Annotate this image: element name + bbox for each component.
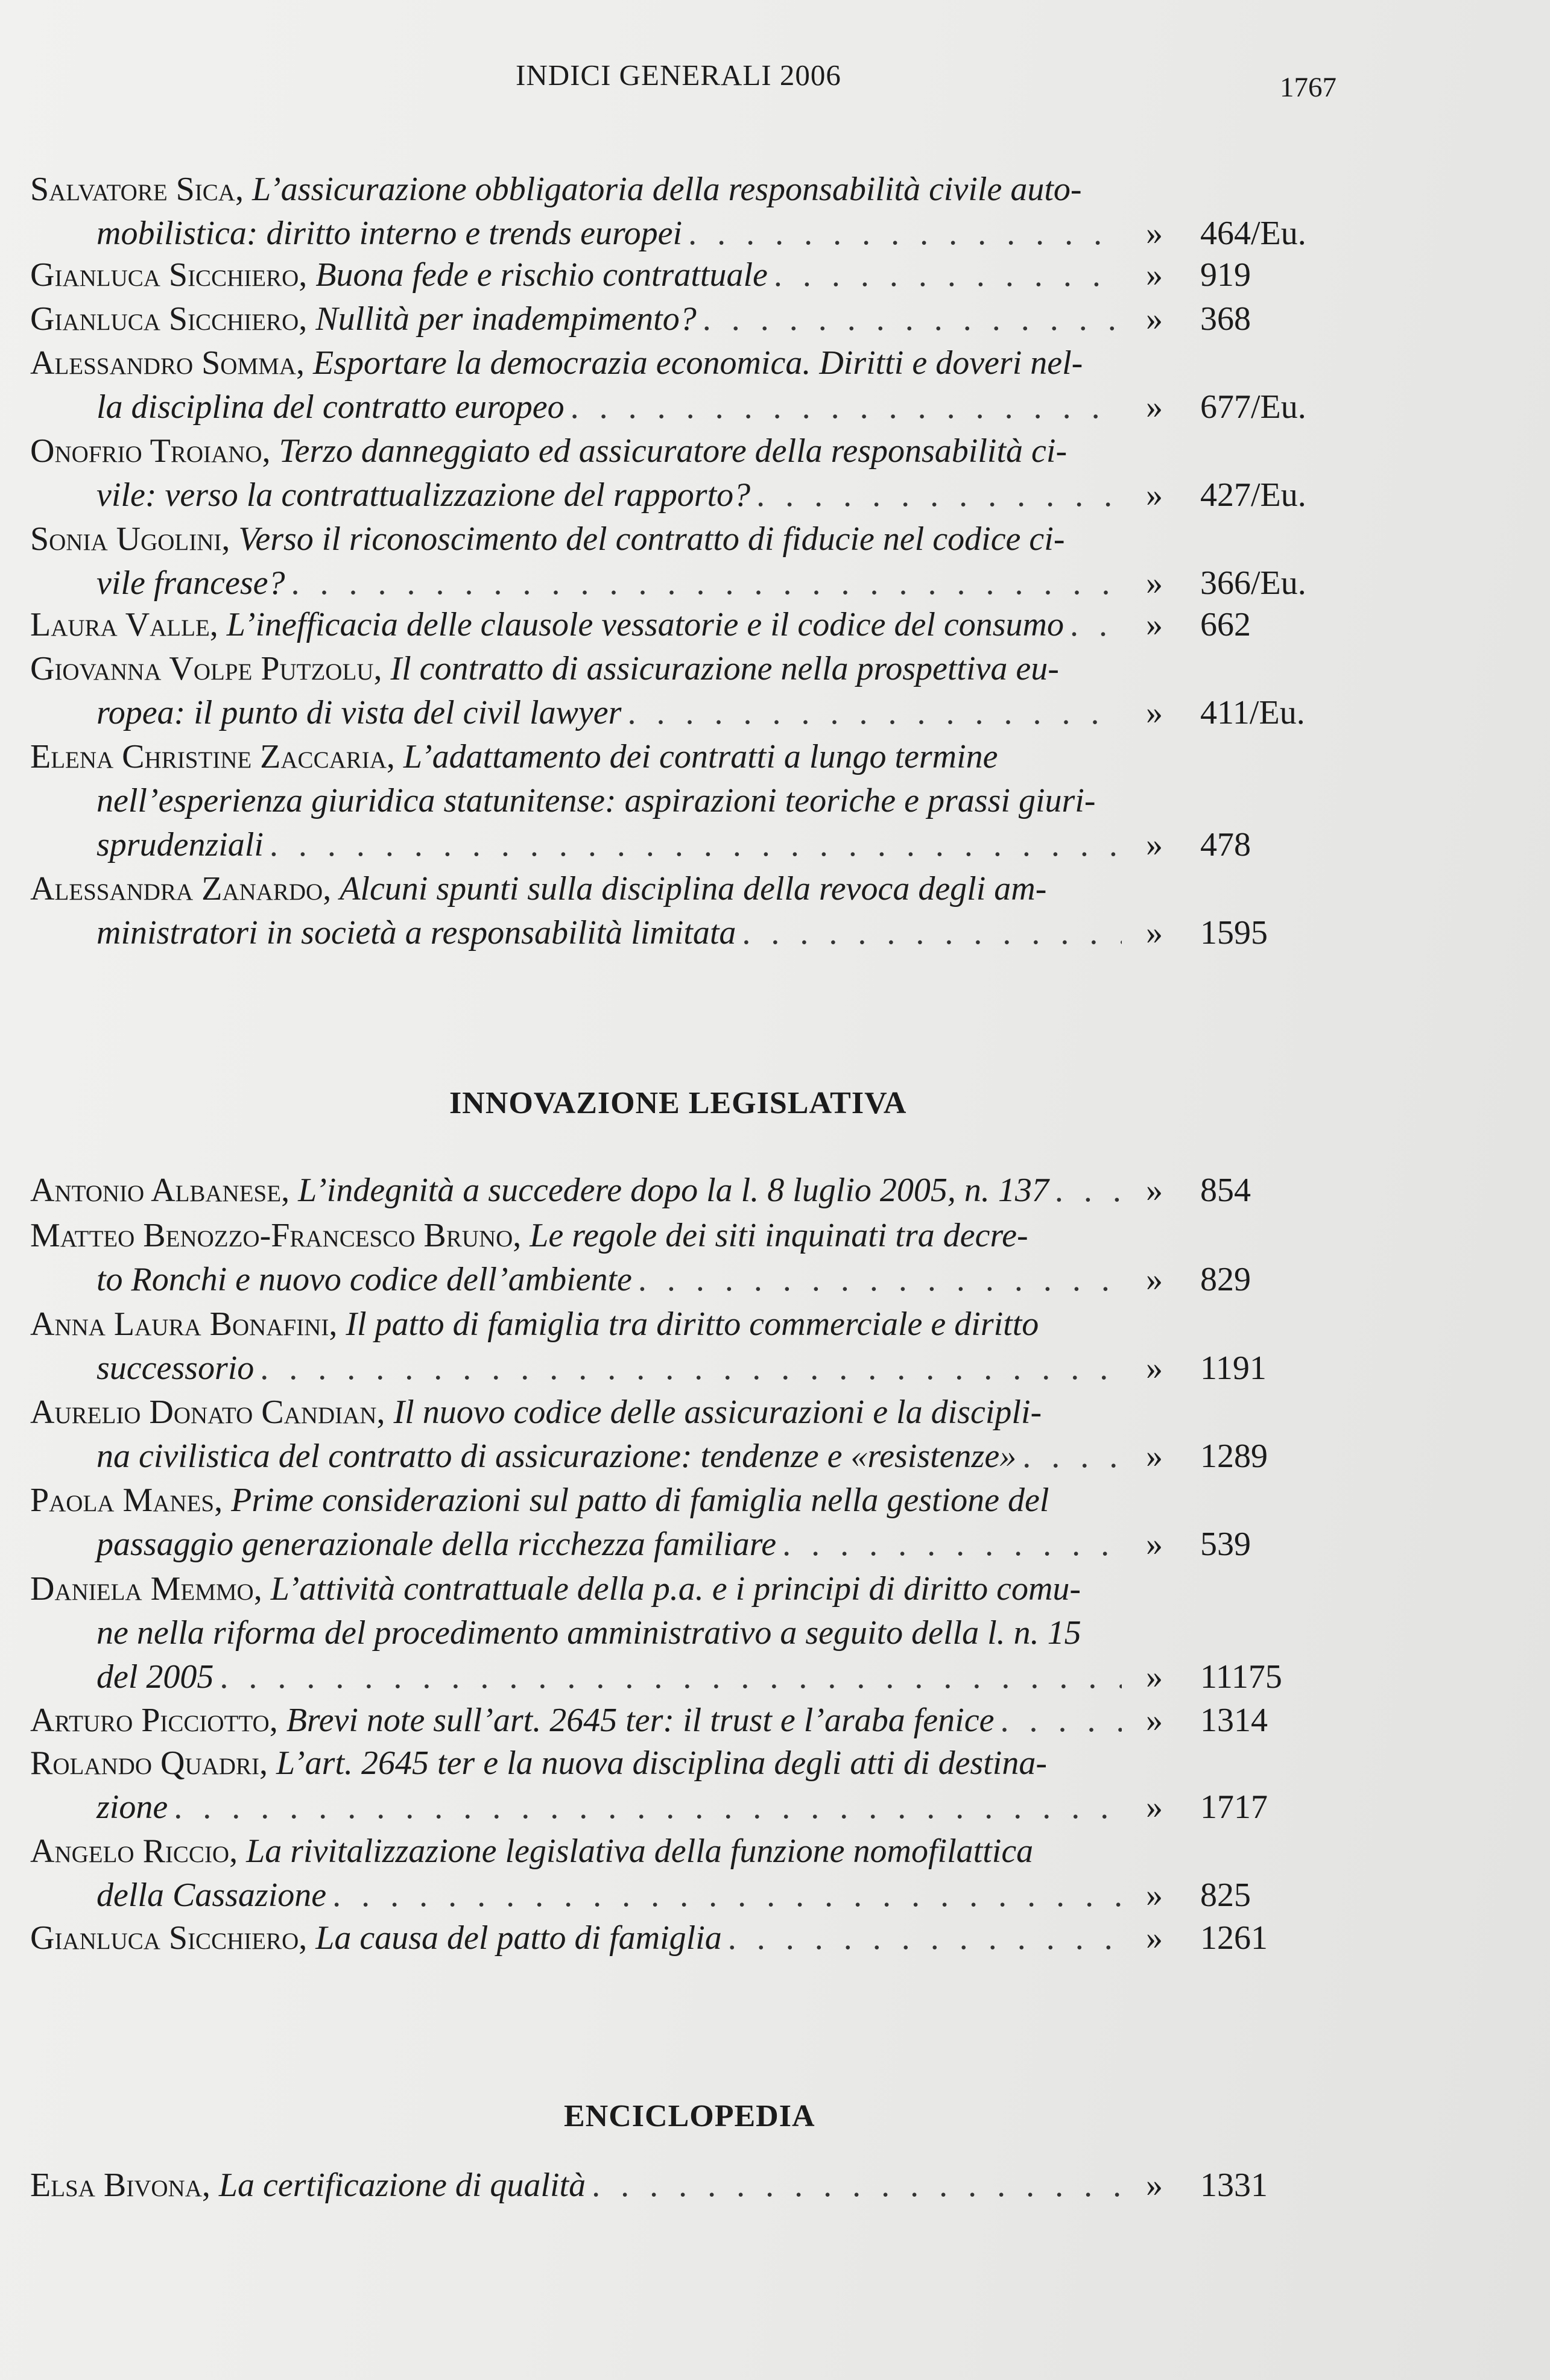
index-entry [30, 429, 1345, 517]
entry-line [30, 561, 1345, 605]
entry-line [30, 1346, 1345, 1390]
author-separator: , [299, 256, 316, 294]
dot-leader [1070, 603, 1122, 647]
entry-title: L’adattamento dei contratti a lungo termine [403, 738, 998, 775]
entry-author: Arturo Picciotto [30, 1702, 270, 1739]
author-separator: , [201, 2167, 219, 2204]
entry-title: L’assicurazione obbligatoria della responsabilità civile auto- [251, 171, 1082, 208]
dot-leader [774, 253, 1122, 297]
entry-page-number: 829 [1200, 1261, 1251, 1298]
entry-line [30, 385, 1345, 429]
entry-page-number: 1314 [1200, 1702, 1268, 1739]
author-separator: , [513, 1217, 530, 1254]
dot-leader [782, 1523, 1122, 1567]
entry-line [30, 603, 1345, 647]
author-separator: , [386, 738, 403, 775]
entry-title: Esportare la democrazia economica. Diritti e doveri nel- [312, 344, 1083, 382]
entry-line [30, 867, 1345, 911]
entry-text [96, 1258, 632, 1302]
entry-title: la disciplina del contratto europeo [96, 388, 565, 426]
entry-text [30, 735, 998, 779]
page-reference [1128, 473, 1345, 517]
entry-title: ministratori in società a responsabilità limitata [96, 914, 736, 952]
index-entry [30, 1390, 1345, 1479]
ref-marker: » [1146, 826, 1163, 863]
entry-title: Il nuovo codice delle assicurazioni e la discipli- [393, 1394, 1042, 1431]
entry-title: zione [96, 1788, 168, 1826]
entry-title: Le regole dei siti inquinati tra decre- [530, 1217, 1028, 1254]
dot-leader [728, 1916, 1122, 1960]
entry-line [30, 1302, 1345, 1346]
author-separator: , [323, 870, 340, 907]
entry-page-number: 677/Eu. [1200, 388, 1306, 426]
entry-text [30, 1302, 1039, 1346]
ref-marker: » [1146, 256, 1163, 294]
ref-marker: » [1146, 2167, 1163, 2204]
dot-leader [688, 212, 1122, 256]
entry-text [96, 473, 750, 517]
entry-page-number: 366/Eu. [1200, 564, 1306, 602]
page-reference [1128, 823, 1345, 867]
entry-text [96, 779, 1096, 823]
index-entry [30, 1479, 1345, 1567]
entry-page-number: 854 [1200, 1172, 1251, 1209]
entry-line [30, 1699, 1345, 1743]
index-entry [30, 1169, 1345, 1213]
entry-text [30, 1829, 1033, 1873]
entry-line [30, 647, 1345, 691]
entry-title: passaggio generazionale della ricchezza familiare [96, 1526, 777, 1563]
entry-line [30, 691, 1345, 735]
ref-marker: » [1146, 1349, 1163, 1387]
entry-title: della Cassazione [96, 1877, 327, 1914]
page-reference [1128, 1655, 1345, 1699]
entry-text [96, 561, 285, 605]
entry-author: Sonia Ugolini [30, 520, 222, 558]
dot-leader [703, 297, 1122, 341]
page-reference [1128, 911, 1345, 955]
entry-line [30, 1785, 1345, 1829]
entry-text [96, 823, 264, 867]
page-reference [1128, 1346, 1345, 1390]
entry-page-number: 1289 [1200, 1438, 1268, 1475]
entry-line [30, 253, 1345, 297]
entry-title: La certificazione di qualità [218, 2167, 586, 2204]
author-separator: , [262, 432, 279, 470]
index-entry [30, 647, 1345, 735]
page-reference [1128, 1435, 1345, 1479]
author-separator: , [373, 650, 391, 687]
entry-title: L’indegnità a succedere dopo la l. 8 luglio 2005, n. 137 [298, 1172, 1049, 1209]
entry-line [30, 911, 1345, 955]
entry-author: Alessandro Somma [30, 344, 296, 382]
entry-line [30, 823, 1345, 867]
entry-title: vile francese? [96, 564, 285, 602]
entry-author: Angelo Riccio [30, 1832, 230, 1870]
dot-leader [270, 823, 1122, 867]
entry-author: Gianluca Sicchiero [30, 256, 299, 294]
entry-author: Salvatore Sica [30, 171, 235, 208]
entry-author: Aurelio Donato Candian [30, 1394, 377, 1431]
author-separator: , [299, 300, 316, 338]
ref-marker: » [1146, 914, 1163, 952]
entry-line [30, 517, 1345, 561]
entry-author: Daniela Memmo [30, 1570, 254, 1608]
author-separator: , [269, 1702, 286, 1739]
entry-title: nell’esperienza giuridica statunitense: aspirazioni teoriche e prassi giuri- [96, 782, 1096, 819]
entry-line [30, 1873, 1345, 1918]
entry-author: Rolando Quadri [30, 1744, 259, 1782]
entry-page-number: 427/Eu. [1200, 476, 1306, 514]
page-reference [1128, 297, 1345, 341]
author-separator: , [235, 171, 252, 208]
page-reference [1128, 1169, 1345, 1213]
entry-text [96, 1346, 254, 1390]
entry-text [30, 1916, 722, 1960]
index-entry [30, 341, 1345, 429]
entry-title: ne nella riforma del procedimento amministrativo a seguito della l. n. 15 [96, 1614, 1081, 1652]
entry-page-number: 1261 [1200, 1919, 1268, 1957]
entry-text [96, 1655, 214, 1699]
index-entry [30, 1214, 1345, 1302]
entry-author: Elsa Bivona [30, 2167, 202, 2204]
entry-text [30, 1390, 1042, 1435]
section-heading-enciclopedia: ENCICLOPEDIA [564, 2099, 815, 2133]
entry-text [30, 1741, 1047, 1785]
ref-marker: » [1146, 1877, 1163, 1914]
dot-leader [742, 911, 1122, 955]
entry-author: Elena Christine Zaccaria [30, 738, 387, 775]
entry-author: Gianluca Sicchiero [30, 300, 299, 338]
entry-text [30, 1169, 1049, 1213]
ref-marker: » [1146, 694, 1163, 731]
ref-marker: » [1146, 1788, 1163, 1826]
index-entry [30, 297, 1345, 341]
entry-text [96, 691, 621, 735]
author-separator: , [296, 344, 313, 382]
entry-text [30, 168, 1082, 212]
entry-title: Prime considerazioni sul patto di famiglia nella gestione del [231, 1482, 1049, 1519]
author-separator: , [259, 1744, 276, 1782]
entry-text [30, 647, 1059, 691]
entry-line [30, 1523, 1345, 1567]
entry-page-number: 1331 [1200, 2167, 1268, 2204]
entry-title: La rivitalizzazione legislativa della funzione nomofilattica [246, 1832, 1034, 1870]
entry-text [96, 911, 736, 955]
index-entry [30, 1916, 1345, 1960]
author-separator: , [329, 1305, 346, 1343]
dot-leader [220, 1655, 1122, 1699]
entry-author: Paola Manes [30, 1482, 215, 1519]
entry-title: na civilistica del contratto di assicurazione: tendenze e «resistenze» [96, 1438, 1017, 1475]
index-entry [30, 2164, 1345, 2208]
entry-line [30, 1479, 1345, 1523]
entry-text [30, 1214, 1028, 1258]
entry-line [30, 1567, 1345, 1611]
entry-author: Giovanna Volpe Putzolu [30, 650, 374, 687]
page-number: 1767 [1280, 72, 1336, 103]
index-entry [30, 1302, 1345, 1390]
entry-title: successorio [96, 1349, 255, 1387]
entry-page-number: 662 [1200, 606, 1251, 643]
page-reference [1128, 253, 1345, 297]
entry-title: La causa del patto di famiglia [315, 1919, 722, 1957]
ref-marker: » [1146, 1438, 1163, 1475]
entry-author: Antonio Albanese [30, 1172, 282, 1209]
entry-line [30, 1214, 1345, 1258]
page-reference [1128, 1916, 1345, 1960]
entry-page-number: 11175 [1200, 1658, 1282, 1696]
entry-line [30, 341, 1345, 385]
index-entry [30, 735, 1345, 867]
section-heading-innovazione: INNOVAZIONE LEGISLATIVA [449, 1086, 907, 1120]
entry-title: vile: verso la contrattualizzazione del rapporto? [96, 476, 751, 514]
entry-text [30, 517, 1064, 561]
entry-author: Onofrio Troiano [30, 432, 262, 470]
page-reference [1128, 561, 1345, 605]
entry-line [30, 1258, 1345, 1302]
page-reference [1128, 1523, 1345, 1567]
entry-title: Buona fede e rischio contrattuale [315, 256, 768, 294]
author-separator: , [281, 1172, 299, 1209]
entry-text [30, 1479, 1049, 1523]
entry-title: to Ronchi e nuovo codice dell’ambiente [96, 1261, 632, 1298]
page-reference [1128, 691, 1345, 735]
entry-line [30, 1829, 1345, 1873]
ref-marker: » [1146, 215, 1163, 252]
entry-title: L’attività contrattuale della p.a. e i principi di diritto comu- [270, 1570, 1081, 1608]
entry-page-number: 411/Eu. [1200, 694, 1305, 731]
entry-title: Verso il riconoscimento del contratto di fiducie nel codice ci- [238, 520, 1065, 558]
entry-line [30, 1916, 1345, 1960]
entry-line [30, 1611, 1345, 1655]
entry-page-number: 1191 [1200, 1349, 1267, 1387]
entry-author: Gianluca Sicchiero [30, 1919, 299, 1957]
index-entry [30, 603, 1345, 647]
author-separator: , [209, 606, 227, 643]
entry-page-number: 539 [1200, 1526, 1251, 1563]
ref-marker: » [1146, 1526, 1163, 1563]
entry-text [30, 429, 1067, 473]
dot-leader [627, 691, 1122, 735]
entry-title: L’art. 2645 ter e la nuova disciplina degli atti di destina- [276, 1744, 1047, 1782]
dot-leader [1022, 1435, 1122, 1479]
entry-line [30, 297, 1345, 341]
author-separator: , [214, 1482, 232, 1519]
entry-line [30, 735, 1345, 779]
entry-page-number: 478 [1200, 826, 1251, 863]
index-entry [30, 253, 1345, 297]
entry-text [96, 1785, 168, 1829]
entry-title: ropea: il punto di vista del civil lawyer [96, 694, 622, 731]
entry-page-number: 1595 [1200, 914, 1268, 952]
index-entry [30, 1699, 1345, 1743]
entry-text [30, 1699, 994, 1743]
entry-page-number: 1717 [1200, 1788, 1268, 1826]
index-entry [30, 1567, 1345, 1699]
entry-title: Il contratto di assicurazione nella prospettiva eu- [390, 650, 1059, 687]
entry-text [30, 253, 768, 297]
entry-title: Terzo danneggiato ed assicuratore della responsabilità ci- [279, 432, 1068, 470]
page-reference [1128, 603, 1345, 647]
entry-title: Nullità per inadempimento? [315, 300, 697, 338]
entry-author: Matteo Benozzo-Francesco Bruno [30, 1217, 513, 1254]
entry-author: Anna Laura Bonafini [30, 1305, 329, 1343]
page-reference [1128, 1785, 1345, 1829]
ref-marker: » [1146, 1919, 1163, 1957]
entry-author: Alessandra Zanardo [30, 870, 323, 907]
ref-marker: » [1146, 388, 1163, 426]
entry-line [30, 1435, 1345, 1479]
entry-title: mobilistica: diritto interno e trends europei [96, 215, 683, 252]
entry-line [30, 779, 1345, 823]
entry-title: Brevi note sull’art. 2645 ter: il trust e l’araba fenice [286, 1702, 995, 1739]
dot-leader [174, 1785, 1122, 1829]
entry-author: Laura Valle [30, 606, 210, 643]
ref-marker: » [1146, 606, 1163, 643]
entry-line [30, 429, 1345, 473]
entry-line [30, 168, 1345, 212]
entry-text [30, 1567, 1081, 1611]
ref-marker: » [1146, 1172, 1163, 1209]
author-separator: , [221, 520, 239, 558]
entry-text [30, 297, 697, 341]
author-separator: , [299, 1919, 316, 1957]
entry-text [96, 1873, 326, 1918]
entry-text [96, 1435, 1016, 1479]
entry-text [96, 212, 682, 256]
index-entry [30, 168, 1345, 256]
page-reference [1128, 1699, 1345, 1743]
index-entry [30, 1829, 1345, 1918]
entry-text [30, 341, 1083, 385]
page-reference [1128, 2164, 1345, 2208]
entry-title: L’inefficacia delle clausole vessatorie e il codice del consumo [226, 606, 1064, 643]
entry-title: del 2005 [96, 1658, 214, 1696]
entry-text [30, 2164, 586, 2208]
entry-page-number: 464/Eu. [1200, 215, 1306, 252]
ref-marker: » [1146, 1261, 1163, 1298]
index-entry [30, 517, 1345, 605]
entry-page-number: 825 [1200, 1877, 1251, 1914]
entry-line [30, 1169, 1345, 1213]
dot-leader [260, 1346, 1122, 1390]
dot-leader [638, 1258, 1122, 1302]
entry-line [30, 2164, 1345, 2208]
entry-text [30, 867, 1046, 911]
ref-marker: » [1146, 1702, 1163, 1739]
entry-title: sprudenziali [96, 826, 264, 863]
page-reference [1128, 212, 1345, 256]
dot-leader [571, 385, 1122, 429]
index-entry [30, 867, 1345, 955]
dot-leader [291, 561, 1122, 605]
ref-marker: » [1146, 476, 1163, 514]
entry-text [96, 1611, 1081, 1655]
page-reference [1128, 385, 1345, 429]
page-reference [1128, 1258, 1345, 1302]
running-head: INDICI GENERALI 2006 [516, 58, 841, 92]
entry-line [30, 1655, 1345, 1699]
entry-line [30, 1741, 1345, 1785]
dot-leader [756, 473, 1122, 517]
ref-marker: » [1146, 300, 1163, 338]
ref-marker: » [1146, 564, 1163, 602]
dot-leader [1055, 1169, 1122, 1213]
author-separator: , [229, 1832, 247, 1870]
dot-leader [1000, 1699, 1122, 1743]
entry-title: Il patto di famiglia tra diritto commerciale e diritto [346, 1305, 1039, 1343]
dot-leader [332, 1873, 1122, 1918]
entry-page-number: 368 [1200, 300, 1251, 338]
entry-page-number: 919 [1200, 256, 1251, 294]
entry-text [96, 385, 565, 429]
entry-line [30, 473, 1345, 517]
entry-text [96, 1523, 776, 1567]
entry-line [30, 1390, 1345, 1435]
entry-title: Alcuni spunti sulla disciplina della revoca degli am- [340, 870, 1047, 907]
ref-marker: » [1146, 1658, 1163, 1696]
author-separator: , [376, 1394, 394, 1431]
entry-line [30, 212, 1345, 256]
author-separator: , [253, 1570, 271, 1608]
page-reference [1128, 1873, 1345, 1918]
entry-text [30, 603, 1064, 647]
index-entry [30, 1741, 1345, 1829]
dot-leader [592, 2164, 1122, 2208]
